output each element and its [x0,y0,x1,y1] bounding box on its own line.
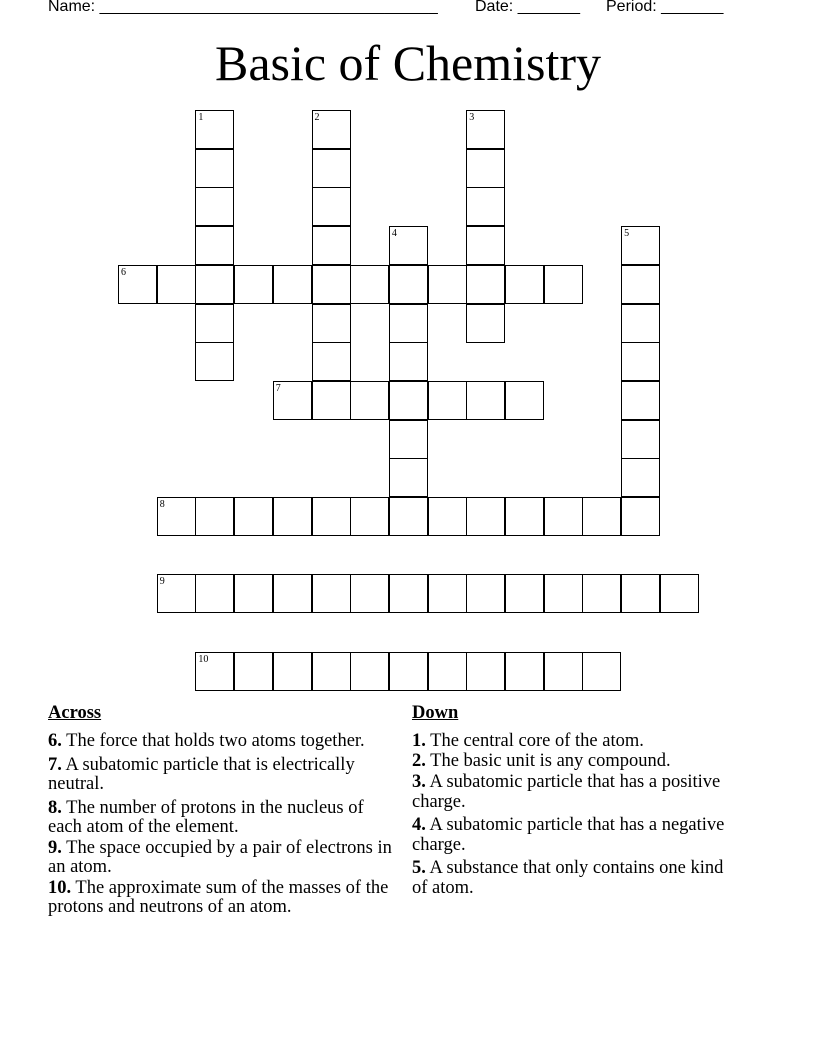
crossword-cell[interactable] [312,497,351,536]
crossword-cell[interactable] [466,304,505,343]
crossword-cell[interactable] [621,342,660,381]
crossword-cell[interactable] [273,497,312,536]
crossword-cell[interactable] [621,265,660,304]
date-field[interactable]: Date: _______ [475,0,580,15]
crossword-cell[interactable] [350,497,389,536]
down-clue [412,816,742,855]
clue-text: A substance that only contains one kind of atom. [412,858,724,898]
crossword-cell[interactable] [312,187,351,226]
clue-number-label: 1 [198,112,204,123]
crossword-cell[interactable] [350,265,389,304]
crossword-cell[interactable] [389,420,428,459]
clue-number: 1. [412,731,426,751]
crossword-cell[interactable] [544,574,583,613]
crossword-cell[interactable] [621,497,660,536]
crossword-cell[interactable] [582,497,621,536]
clue-number-label: 6 [121,266,126,278]
down-clue [412,752,742,772]
crossword-cell[interactable] [350,652,389,691]
clue-number-label: 8 [159,499,165,510]
down-clue [412,859,742,898]
clue-number-label: 3 [469,112,475,123]
crossword-cell[interactable] [273,574,312,613]
crossword-cell[interactable] [466,381,505,420]
clue-text: The number of protons in the nucleus of each atom of the element. [48,797,364,837]
down-clues [412,702,742,902]
crossword-cell[interactable] [466,497,505,536]
crossword-cell[interactable] [312,342,351,381]
clue-text: The central core of the atom. [430,731,644,751]
crossword-cell[interactable] [234,652,273,691]
clue-text: A subatomic particle that has a positive charge. [412,772,721,812]
crossword-cell[interactable] [466,149,505,188]
crossword-cell[interactable] [195,497,234,536]
crossword-cell[interactable] [544,265,583,304]
clue-number: 3. [412,772,426,792]
crossword-cell[interactable] [195,342,234,381]
crossword-cell[interactable] [312,304,351,343]
crossword-cell[interactable] [466,265,505,304]
clue-text: A subatomic particle that is electrically neutral. [48,754,355,794]
crossword-cell[interactable] [389,497,428,536]
crossword-cell[interactable] [428,497,467,536]
crossword-cell[interactable] [582,574,621,613]
crossword-cell[interactable] [389,381,428,420]
across-clues [48,702,393,922]
crossword-cell[interactable] [389,304,428,343]
clue-number: 2. [412,750,426,771]
across-clue [48,879,393,918]
across-clue [48,756,393,795]
crossword-cell[interactable] [234,265,273,304]
crossword-cell[interactable] [350,574,389,613]
crossword-cell[interactable] [660,574,699,613]
crossword-cell[interactable] [544,652,583,691]
clue-text: The basic unit is any compound. [430,750,671,771]
crossword-cell[interactable] [582,652,621,691]
crossword-cell[interactable] [273,652,312,691]
crossword-cell[interactable] [195,265,234,304]
crossword-cell[interactable] [505,574,544,613]
crossword-cell[interactable] [621,381,660,420]
crossword-cell[interactable] [312,265,351,304]
crossword-cell[interactable] [350,381,389,420]
crossword-cell[interactable] [389,652,428,691]
crossword-cell[interactable] [234,574,273,613]
crossword-cell[interactable] [466,652,505,691]
crossword-cell[interactable] [389,342,428,381]
clue-number: 5. [412,858,426,878]
crossword-cell[interactable] [621,574,660,613]
puzzle-title: Basic of Chemistry [214,35,602,91]
crossword-cell[interactable] [505,497,544,536]
crossword-cell[interactable] [505,265,544,304]
crossword-cell[interactable] [428,652,467,691]
crossword-cell[interactable] [505,381,544,420]
crossword-cell[interactable] [195,304,234,343]
crossword-cell[interactable] [312,226,351,265]
crossword-cell[interactable] [621,304,660,343]
clue-number-label: 2 [314,112,320,123]
crossword-cell[interactable] [273,265,312,304]
across-clue [48,732,393,752]
crossword-cell[interactable] [234,497,273,536]
across-clue [48,839,393,878]
crossword-cell[interactable] [195,187,234,226]
clue-number: 7. [48,754,62,775]
crossword-cell[interactable] [466,226,505,265]
crossword-cell[interactable] [195,226,234,265]
clue-number: 10. [48,877,72,898]
clue-number: 6. [48,731,62,751]
clue-number-label: 4 [391,228,397,240]
down-clue [412,732,742,752]
crossword-cell[interactable] [505,652,544,691]
clue-number: 8. [48,797,62,818]
down-clue [412,773,742,812]
crossword-cell[interactable] [428,381,467,420]
clue-text: The approximate sum of the masses of the protons and neutrons of an atom. [48,877,389,917]
crossword-cell[interactable] [466,187,505,226]
across-heading: Across [48,703,102,723]
clue-number-label: 7 [275,382,281,394]
name-field[interactable]: Name: ______________________________________ [48,0,438,15]
crossword-cell[interactable] [312,574,351,613]
crossword-cell[interactable] [312,149,351,188]
crossword-cell[interactable] [157,265,196,304]
crossword-cell[interactable] [312,652,351,691]
crossword-cell[interactable] [466,574,505,613]
crossword-cell[interactable] [428,574,467,613]
crossword-cell[interactable] [544,497,583,536]
crossword-cell[interactable] [389,574,428,613]
crossword-cell[interactable] [389,265,428,304]
crossword-cell[interactable] [428,265,467,304]
clue-number-label: 9 [159,576,165,588]
clue-text: A subatomic particle that has a negative charge. [412,815,725,855]
down-heading: Down [412,703,459,723]
crossword-cell[interactable] [621,458,660,497]
crossword-cell[interactable] [389,458,428,497]
crossword-cell[interactable] [195,574,234,613]
clue-text: The space occupied by a pair of electrons in an atom. [48,837,392,877]
clue-text: The force that holds two atoms together. [66,731,365,751]
clue-number-label: 10 [198,653,209,665]
crossword-cell[interactable] [195,149,234,188]
period-field[interactable]: Period: _______ [606,0,724,15]
across-clue [48,799,393,838]
clue-number: 4. [412,815,426,835]
clue-number: 9. [48,837,62,858]
clue-number-label: 5 [624,228,630,240]
crossword-cell[interactable] [312,381,351,420]
crossword-cell[interactable] [621,420,660,459]
